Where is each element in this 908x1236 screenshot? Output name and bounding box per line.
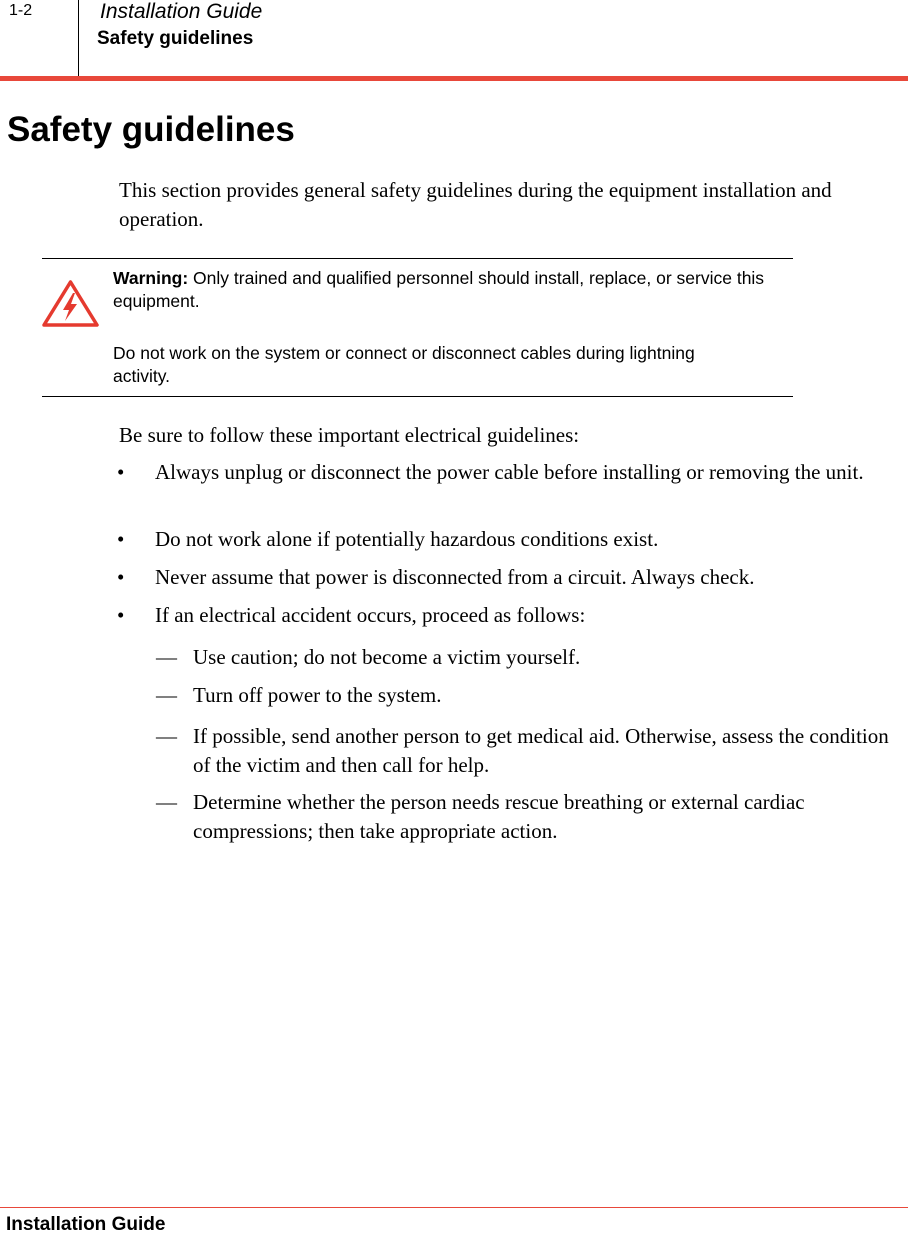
bullet-item: Always unplug or disconnect the power cable before installing or removing the unit. [155, 460, 864, 484]
dash-marker: — [156, 724, 177, 748]
footer-rule [0, 1207, 908, 1208]
bullet-marker: • [117, 460, 125, 484]
warning-label: Warning: [113, 268, 189, 288]
warning-text-1 [113, 267, 793, 313]
guidelines-lead: Be sure to follow these important electrical guidelines: [119, 423, 580, 447]
header-rule [0, 76, 908, 81]
warning-bottom-rule [42, 396, 793, 397]
sub-list-item: Determine whether the person needs rescue breathing or external cardiac compressions; then take appropriate action. [193, 790, 805, 843]
header-section-title: Safety guidelines [97, 28, 254, 49]
intro-paragraph: This section provides general safety guidelines during the equipment installation and operation. [119, 178, 832, 231]
sub-list-item: Use caution; do not become a victim yourself. [193, 645, 581, 669]
dash-marker: — [156, 790, 177, 814]
bullet-item: Do not work alone if potentially hazardous conditions exist. [155, 527, 659, 551]
bullet-item: If an electrical accident occurs, proceed as follows: [155, 603, 586, 627]
bullet-item: Never assume that power is disconnected from a circuit. Always check. [155, 565, 755, 589]
dash-marker: — [156, 645, 177, 669]
warning-text-2: Do not work on the system or connect or disconnect cables during lightning activity. [113, 343, 695, 386]
bullet-marker: • [117, 565, 125, 589]
footer-book-title: Installation Guide [6, 1214, 166, 1235]
bullet-marker: • [117, 603, 125, 627]
sub-list-item: Turn off power to the system. [193, 683, 442, 707]
page-number: 1-2 [9, 2, 33, 19]
sub-list-item: If possible, send another person to get medical aid. Otherwise, assess the condition of the victim and then call for help. [193, 724, 889, 777]
electrical-hazard-icon [42, 279, 99, 328]
header-divider [78, 0, 79, 76]
dash-marker: — [156, 683, 177, 707]
bullet-marker: • [117, 527, 125, 551]
header-book-title: Installation Guide [100, 0, 263, 23]
warning-message-1: Only trained and qualified personnel should install, replace, or service this equipment. [113, 268, 765, 311]
warning-top-rule [42, 258, 793, 259]
page-title: Safety guidelines [7, 110, 295, 149]
